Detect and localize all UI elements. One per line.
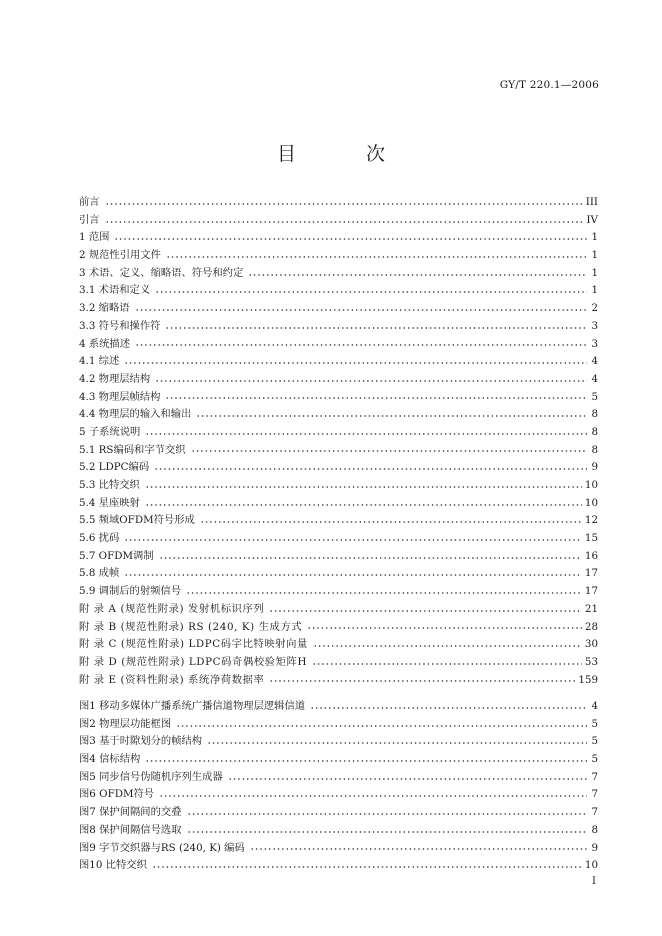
toc-entry-page: 17: [584, 585, 598, 598]
toc-entry[interactable]: [79, 600, 598, 618]
figure-entry[interactable]: [79, 768, 598, 786]
toc-entry[interactable]: [79, 653, 598, 671]
toc-entry[interactable]: [79, 228, 598, 246]
toc-entry[interactable]: [79, 370, 598, 388]
toc-entry[interactable]: [79, 564, 598, 582]
toc-entry-page: 10: [584, 479, 598, 491]
toc-entry-page: 1: [591, 249, 598, 262]
toc-entry[interactable]: [79, 264, 598, 282]
toc-entry-page: 53: [584, 655, 598, 668]
toc-entry-page: 1: [591, 284, 598, 297]
dot-leader: [145, 433, 587, 435]
toc-entry-page: IV: [586, 213, 598, 226]
toc-entry-label: 4.3 物理层帧结构: [79, 390, 161, 403]
dot-leader: [187, 813, 588, 815]
figure-entry[interactable]: [79, 839, 598, 857]
figure-entry[interactable]: [79, 856, 598, 874]
dot-leader: [228, 778, 587, 780]
toc-entry-label: 3.1 术语和定义: [79, 284, 151, 297]
figure-entry[interactable]: [79, 697, 598, 715]
toc-entry[interactable]: [79, 211, 598, 229]
figure-entry-page: 5: [591, 753, 598, 766]
dot-leader: [191, 450, 587, 452]
figure-entry[interactable]: [79, 750, 598, 768]
dot-leader: [152, 866, 582, 868]
toc-entry[interactable]: [79, 335, 598, 353]
dot-leader: [155, 380, 587, 382]
toc-entry-label: 附 录 E (资料性附录) 系统净荷数据率: [79, 673, 265, 686]
dot-leader: [135, 344, 587, 346]
figure-entry-label: 图4 信标结构: [79, 753, 141, 766]
toc-entry-label: 3.2 缩略语: [79, 302, 130, 315]
dot-leader: [155, 291, 587, 293]
toc-entry-page: 3: [591, 319, 598, 332]
toc-entry-page: 17: [584, 567, 598, 580]
toc-entry-page: 30: [584, 638, 598, 651]
toc-entry-label: 3.3 符号和操作符: [79, 319, 161, 332]
toc-entry-page: 10: [584, 496, 598, 509]
toc-entry[interactable]: [79, 476, 598, 494]
toc-entry-label: 附 录 A (规范性附录) 发射机标识序列: [79, 602, 265, 615]
toc-entry-label: 4.4 物理层的输入和输出: [79, 408, 192, 421]
toc-entry-page: 21: [584, 602, 598, 615]
toc-entry[interactable]: [79, 547, 598, 565]
toc-entry-label: 5.8 成帧: [79, 567, 120, 580]
toc-entry-label: 3 术语、定义、缩略语、符号和约定: [79, 266, 244, 279]
toc-entry[interactable]: [79, 529, 598, 547]
figure-entry-label: 图2 物理层功能框图: [79, 717, 172, 730]
figure-entry[interactable]: [79, 715, 598, 733]
toc-entry[interactable]: [79, 618, 598, 636]
toc-entry-label: 附 录 D (规范性附录) LDPC码奇偶校验矩阵H: [79, 655, 308, 668]
toc-entry-label: 5 子系统说明: [79, 425, 141, 438]
figure-entry-label: 图6 OFDM符号: [79, 788, 155, 801]
figure-entry-page: 5: [591, 735, 598, 748]
figure-entry-page: 9: [591, 841, 598, 854]
figure-entry-page: 5: [591, 717, 598, 730]
dot-leader: [159, 795, 587, 797]
dot-leader: [187, 831, 588, 833]
page-title: 目 次: [276, 143, 418, 165]
toc-entry-label: 5.2 LDPC编码: [79, 461, 150, 474]
toc-entry-label: 1 范围: [79, 231, 110, 244]
dot-leader: [124, 539, 582, 541]
toc-entry[interactable]: [79, 352, 598, 370]
figure-entry[interactable]: [79, 821, 598, 839]
dot-leader: [248, 274, 587, 276]
dot-leader: [307, 627, 582, 629]
figure-entry-label: 图7 保护间隔间的交叠: [79, 806, 182, 819]
dot-leader: [207, 742, 587, 744]
toc-entry-page: 12: [584, 514, 598, 527]
figure-entry[interactable]: [79, 803, 598, 821]
toc-entry[interactable]: [79, 423, 598, 441]
dot-leader: [196, 415, 587, 417]
dot-leader: [269, 680, 575, 682]
list-of-figures: [79, 697, 598, 874]
figure-entry-page: 4: [591, 700, 598, 712]
toc-entry-page: 2: [591, 302, 598, 315]
toc-entry-label: 2 规范性引用文件: [79, 249, 161, 262]
toc-entry-page: 8: [591, 425, 598, 438]
page-number: I: [592, 876, 596, 887]
figure-entry-page: 7: [591, 788, 598, 801]
toc-entry-page: 1: [591, 231, 598, 244]
toc-entry-page: 28: [584, 620, 598, 633]
toc-entry-label: 5.9 调制后的射频信号: [79, 585, 182, 598]
toc-entry[interactable]: [79, 405, 598, 423]
toc-entry-label: 引言: [79, 213, 100, 226]
toc-entry-page: 4: [591, 372, 598, 385]
toc-entry-page: 159: [578, 673, 598, 686]
toc-entry-page: 15: [584, 532, 598, 545]
toc-entry[interactable]: [79, 458, 598, 476]
dot-leader: [166, 256, 587, 258]
dot-leader: [124, 362, 587, 364]
dot-leader: [105, 221, 584, 223]
toc-entry-label: 4 系统描述: [79, 337, 131, 350]
figure-entry-label: 图9 字节交织器与RS (240, K) 编码: [79, 841, 245, 854]
toc-entry-label: 5.7 OFDM调制: [79, 549, 154, 562]
figure-entry-label: 图1 移动多媒体广播系统广播信道物理层逻辑信道: [79, 700, 306, 712]
toc-entry-label: 4.1 综述: [79, 355, 120, 368]
toc-entry[interactable]: [79, 281, 598, 299]
dot-leader: [154, 468, 587, 470]
toc-entry-label: 5.6 扰码: [79, 532, 120, 545]
dot-leader: [165, 397, 587, 399]
toc-entry-page: 1: [591, 266, 598, 279]
dot-leader: [200, 521, 582, 523]
dot-leader: [145, 504, 582, 506]
table-of-contents: [79, 193, 598, 688]
figure-entry[interactable]: [79, 785, 598, 803]
toc-entry-label: 4.2 物理层结构: [79, 372, 151, 385]
dot-leader: [124, 574, 582, 576]
toc-entry-page: 3: [591, 337, 598, 350]
figure-entry-label: 图8 保护间隔信号选取: [79, 823, 182, 836]
toc-entry[interactable]: [79, 494, 598, 512]
dot-leader: [159, 557, 582, 559]
dot-leader: [250, 848, 587, 850]
dot-leader: [176, 725, 587, 727]
dot-leader: [186, 592, 582, 594]
toc-entry-label: 5.3 比特交织: [79, 479, 140, 491]
dot-leader: [114, 238, 587, 240]
toc-entry[interactable]: [79, 299, 598, 317]
toc-entry[interactable]: [79, 388, 598, 406]
toc-entry-label: 5.1 RS编码和字节交织: [79, 443, 186, 456]
toc-entry[interactable]: [79, 671, 598, 689]
toc-entry-page: 9: [591, 461, 598, 474]
dot-leader: [145, 760, 587, 762]
toc-entry-label: 5.5 频域OFDM符号形成: [79, 514, 195, 527]
toc-entry[interactable]: [79, 441, 598, 459]
figure-entry-page: 7: [591, 806, 598, 819]
figure-entry-page: 7: [591, 770, 598, 783]
dot-leader: [105, 203, 583, 205]
dot-leader: [310, 707, 587, 709]
toc-entry-label: 附 录 C (规范性附录) LDPC码字比特映射向量: [79, 638, 308, 651]
toc-entry[interactable]: [79, 511, 598, 529]
dot-leader: [135, 309, 587, 311]
figure-entry-label: 图10 比特交织: [79, 859, 147, 872]
figure-entry-label: 图3 基于时隙划分的帧结构: [79, 735, 203, 748]
figure-entry-page: 10: [584, 859, 598, 872]
toc-entry[interactable]: [79, 635, 598, 653]
toc-entry[interactable]: [79, 193, 598, 211]
dot-leader: [165, 327, 587, 329]
toc-entry-page: III: [585, 196, 598, 208]
toc-entry-label: 前言: [79, 196, 100, 208]
toc-entry-page: 4: [591, 355, 598, 368]
dot-leader: [312, 663, 582, 665]
dot-leader: [269, 610, 582, 612]
toc-entry[interactable]: [79, 582, 598, 600]
toc-entry-page: 8: [591, 443, 598, 456]
dot-leader: [145, 486, 582, 488]
toc-entry-page: 8: [591, 408, 598, 421]
toc-entry-label: 5.4 星座映射: [79, 496, 140, 509]
figure-entry-page: 8: [591, 823, 598, 836]
toc-entry[interactable]: [79, 317, 598, 335]
toc-entry-label: 附 录 B (规范性附录) RS (240, K) 生成方式: [79, 620, 303, 633]
figure-entry[interactable]: [79, 732, 598, 750]
toc-entry-page: 16: [584, 549, 598, 562]
figure-entry-label: 图5 同步信号伪随机序列生成器: [79, 770, 223, 783]
toc-entry-page: 5: [591, 390, 598, 403]
dot-leader: [313, 645, 582, 647]
standard-code: GY/T 220.1—2006: [499, 79, 599, 91]
toc-entry[interactable]: [79, 246, 598, 264]
